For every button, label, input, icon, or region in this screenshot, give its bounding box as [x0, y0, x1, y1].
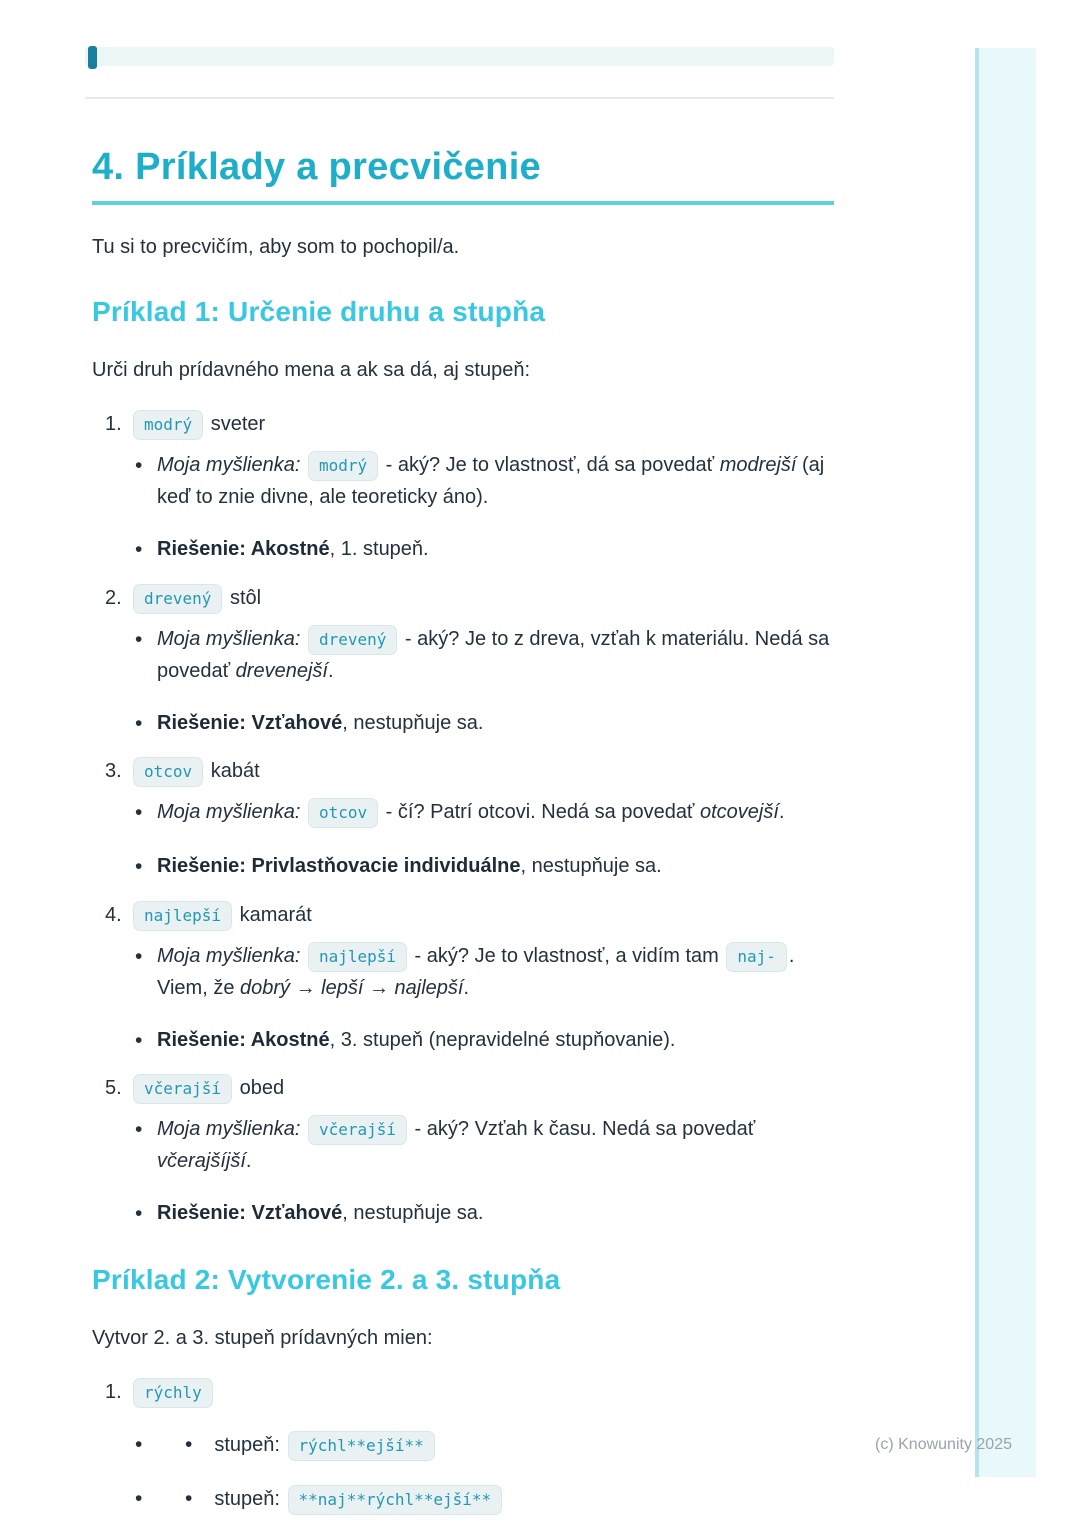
text-segment: Moja myšlienka: — [157, 627, 306, 650]
example1-list — [92, 408, 834, 1231]
bullet-marker: • — [135, 454, 143, 478]
text-segment: Moja myšlienka: — [157, 944, 306, 967]
item-term — [131, 1072, 834, 1104]
code-chip: **naj**rýchl**ejší** — [288, 1485, 503, 1515]
text-segment: , nestupňuje sa. — [342, 1202, 484, 1225]
item-number: 1. — [105, 1381, 122, 1404]
item-bullets — [135, 1113, 834, 1231]
note-content — [92, 0, 834, 1528]
item-number: 2. — [105, 586, 122, 609]
solution-text — [157, 533, 834, 565]
code-chip: včerajší — [133, 1074, 232, 1104]
item-term — [131, 899, 834, 931]
thought-text — [157, 1113, 834, 1177]
item-bullets — [135, 940, 834, 1058]
text-segment: . — [778, 801, 785, 824]
item-bullets — [135, 449, 834, 567]
thought-text — [157, 796, 834, 828]
code-chip: najlepší — [308, 942, 407, 972]
thought-text — [157, 623, 834, 687]
solution-bullet — [135, 1024, 834, 1058]
thought-bullet — [135, 623, 834, 687]
thought-bullet — [135, 940, 834, 1004]
text-segment: - aký? Je to vlastnosť, dá sa povedať — [380, 454, 720, 477]
solution-bullet — [135, 707, 834, 741]
text-segment: obed — [234, 1077, 285, 1100]
item-bullets — [135, 623, 834, 741]
text-segment: kamarát — [234, 903, 312, 926]
thought-bullet — [135, 449, 834, 513]
solution-bullet — [135, 1197, 834, 1231]
text-segment: Moja myšlienka: — [157, 801, 306, 824]
text-segment: Riešenie: Vzťahové — [157, 711, 343, 734]
item-number: 1. — [105, 413, 122, 436]
bullet-marker: • — [135, 538, 143, 562]
text-segment: sveter — [205, 413, 266, 436]
item-number: 4. — [105, 903, 122, 926]
bullet-marker: • — [135, 711, 143, 735]
example2-title: Príklad 2: Vytvorenie 2. a 3. stupňa — [92, 1263, 561, 1295]
text-segment: stupeň: — [214, 1434, 286, 1457]
sub-bullet-marker: • — [185, 1487, 193, 1511]
item-term — [131, 408, 834, 440]
bullet-marker: • — [135, 801, 143, 825]
code-chip: rýchly — [133, 1378, 213, 1408]
item-number: 5. — [105, 1077, 122, 1100]
item-term — [131, 1376, 834, 1408]
text-segment: otcovejší — [700, 801, 779, 824]
item-number: 3. — [105, 760, 122, 783]
example2-task: Vytvor 2. a 3. stupeň prídavných mien: — [92, 1327, 433, 1350]
item-term-row — [105, 582, 834, 614]
solution-text — [157, 1024, 834, 1056]
text-segment: drevenejší — [235, 659, 328, 682]
item-bullets — [135, 796, 834, 883]
code-chip: naj- — [726, 942, 787, 972]
text-segment: . — [327, 659, 334, 682]
text-segment: včerajšíjší — [157, 1150, 246, 1173]
degree-text — [157, 1482, 834, 1516]
code-chip: otcov — [308, 798, 378, 828]
bullet-marker: • — [135, 1433, 143, 1457]
list-item — [105, 755, 834, 883]
example1-title: Príklad 1: Určenie druhu a stupňa — [92, 295, 546, 327]
code-chip: včerajší — [308, 1115, 407, 1145]
solution-text — [157, 1197, 834, 1229]
degree-bullet — [135, 1482, 834, 1516]
item-term — [131, 582, 834, 614]
bullet-marker: • — [135, 1202, 143, 1226]
text-segment: Riešenie: Vzťahové — [157, 1202, 343, 1225]
text-segment: Moja myšlienka: — [157, 1118, 306, 1141]
text-segment: , 1. stupeň. — [329, 538, 429, 561]
text-segment: . — [245, 1150, 252, 1173]
solution-bullet — [135, 533, 834, 567]
text-segment: stôl — [224, 586, 262, 609]
text-segment: Moja myšlienka: — [157, 454, 306, 477]
item-term-row — [105, 899, 834, 931]
text-segment: - aký? Je to z dreva, vzťah k materiálu. Nedá sa povedať — [157, 627, 830, 682]
bullet-marker: • — [135, 1118, 143, 1142]
item-term — [131, 755, 834, 787]
example2-list — [92, 1376, 834, 1515]
text-segment: . — [463, 976, 469, 999]
thought-text — [157, 449, 834, 513]
text-segment: stupeň: — [214, 1488, 286, 1511]
text-segment: - aký? Vzťah k času. Nedá sa povedať — [409, 1118, 756, 1141]
item-term-row — [105, 1376, 834, 1408]
degree-text — [157, 1428, 834, 1462]
text-segment: Riešenie: Akostné — [157, 538, 330, 561]
intro-text: Tu si to precvičím, aby som to pochopil/a. — [92, 235, 460, 258]
code-chip: modrý — [308, 451, 378, 481]
text-segment: kabát — [205, 760, 260, 783]
code-chip: otcov — [133, 757, 203, 787]
text-segment: Riešenie: Privlastňovacie individuálne — [157, 855, 521, 878]
text-segment: , nestupňuje sa. — [520, 855, 662, 878]
text-segment: . Viem, že — [157, 944, 795, 999]
solution-text — [157, 707, 834, 739]
thought-text — [157, 940, 834, 1004]
list-item — [105, 1072, 834, 1231]
right-margin-strip — [975, 48, 1036, 1477]
item-term-row — [105, 408, 834, 440]
code-chip: modrý — [133, 410, 203, 440]
list-item — [105, 899, 834, 1058]
example1-task: Urči druh prídavného mena a ak sa dá, aj stupeň: — [92, 359, 531, 382]
bullet-marker: • — [135, 855, 143, 879]
thought-bullet — [135, 796, 834, 830]
text-segment: dobrý → lepší → najlepší — [240, 976, 464, 999]
text-segment: Riešenie: Akostné — [157, 1028, 330, 1051]
code-chip: drevený — [308, 625, 397, 655]
list-item — [105, 582, 834, 741]
text-segment: , 3. stupeň (nepravidelné stupňovanie). — [329, 1028, 676, 1051]
item-bullets — [135, 1428, 834, 1515]
list-item — [105, 408, 834, 567]
bullet-marker: • — [135, 944, 143, 968]
solution-bullet — [135, 850, 834, 884]
text-segment: - čí? Patrí otcovi. Nedá sa povedať — [380, 801, 700, 824]
code-chip: najlepší — [133, 901, 232, 931]
list-item — [105, 1376, 834, 1515]
sub-bullet-marker: • — [185, 1433, 193, 1457]
text-segment: , nestupňuje sa. — [342, 711, 484, 734]
section-title: 4. Príklady a precvičenie — [92, 146, 834, 205]
item-term-row — [105, 755, 834, 787]
text-segment: - aký? Je to vlastnosť, a vidím tam — [409, 944, 725, 967]
bullet-marker: • — [135, 1028, 143, 1052]
bullet-marker: • — [135, 1487, 143, 1511]
degree-bullet — [135, 1428, 834, 1462]
copyright-note: (c) Knowunity 2025 — [875, 1436, 1012, 1453]
solution-text — [157, 850, 834, 882]
code-chip: drevený — [133, 584, 222, 614]
item-term-row — [105, 1072, 834, 1104]
code-chip: rýchl**ejší** — [288, 1431, 435, 1461]
text-segment: (aj keď to znie divne, ale teoreticky áno). — [157, 454, 825, 509]
thought-bullet — [135, 1113, 834, 1177]
text-segment: modrejší — [719, 454, 797, 477]
bullet-marker: • — [135, 627, 143, 651]
